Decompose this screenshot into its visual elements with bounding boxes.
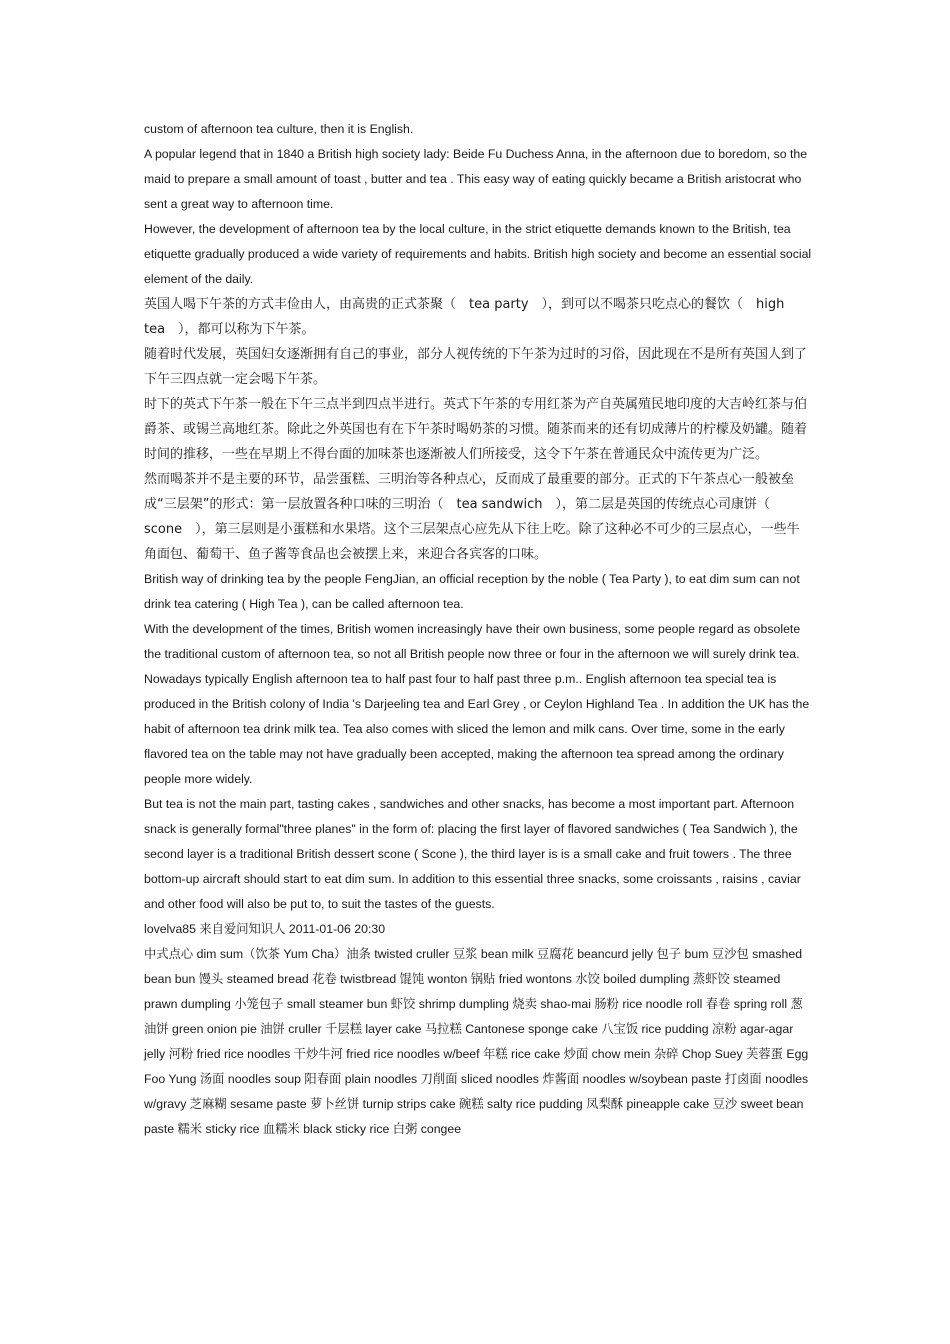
paragraph-nowadays: Nowadays typically English afternoon tea to half past four to half past three p.m.. English afternoon tea special tea is produced in the British colony of India 's Darjeeling tea and Earl Grey , or Ceylon Highland Tea . In addition the UK has the habit of afternoon tea drink milk tea. Tea also comes with sliced the lemon and milk cans. Over time, some in the early flavored tea on the table may not have gradually been accepted, making the afternoon tea spread among the ordinary people more widely. (144, 672, 810, 786)
paragraph-main-part: But tea is not the main part, tasting cakes , sandwiches and other snacks, has become a most important part. Afternoon snack is generally formal"three planes" in the form of: placing the first layer of flavored sandwiches ( Tea Sandwich ), the second layer is a traditional British dessert scone ( Scone ), the third layer is is a small cake and fruit towers . The three bottom-up aircraft should start to eat dim sum. In addition to this essential three snacks, some croissants , raisins , caviar and other food will also be put to, to suit the tastes of the guests. (144, 797, 801, 911)
paragraph-cn-tea-party: 英国人喝下午茶的方式丰俭由人，由高贵的正式茶聚（ tea party ），到可以不喝茶只吃点心的餐饮（ high tea ），都可以称为下午茶。 (144, 297, 785, 337)
document-body (144, 117, 812, 1142)
author-line: lovelva85 来自爱问知识人 2011-01-06 20:30 (144, 922, 386, 936)
paragraph-cn-tea-types: 时下的英式下午茶一般在下午三点半到四点半进行。英式下午茶的专用红茶为产自英属殖民地印度的大吉岭红茶与伯爵茶、或锡兰高地红茶。除此之外英国也有在下午茶时喝奶茶的习惯。随茶而来的还有切成薄片的柠檬及奶罐。随着时间的推移，一些在早期上不得台面的加味茶也逐渐被人们所接受，这令下午茶在普通民众中流传更为广泛。 (144, 397, 808, 462)
paragraph-dim-sum-glossary: 中式点心 dim sum（饮茶 Yum Cha）油条 twisted cruller 豆浆 bean milk 豆腐花 beancurd jelly 包子 bum 豆沙包 smashed bean bun 馒头 steamed bread 花卷 twistbread 馄饨 wonton 锅贴 fried wontons 水饺 boiled dumpling 蒸虾饺 steamed prawn dumpling 小笼包子 small steamer bun 虾饺 shrimp dumpling 烧卖 shao-mai 肠粉 rice noodle roll 春卷 spring roll 葱油饼 green onion pie 油饼 cruller 千层糕 layer cake 马拉糕 Cantonese sponge cake 八宝饭 rice pudding 凉粉 agar-agar jelly 河粉 fried rice noodles 干炒牛河 fried rice noodles w/beef 年糕 rice cake 炒面 chow mein 杂碎 Chop Suey 芙蓉蛋 Egg Foo Yung 汤面 noodles soup 阳春面 plain noodles 刀削面 sliced noodles 炸酱面 noodles w/soybean paste 打卤面 noodles w/gravy 芝麻糊 sesame paste 萝卜丝饼 turnip strips cake 碗糕 salty rice pudding 凤梨酥 pineapple cake 豆沙 sweet bean paste 糯米 sticky rice 血糯米 black sticky rice 白粥 congee (144, 947, 809, 1136)
paragraph-legend-1840: A popular legend that in 1840 a British high society lady: Beide Fu Duchess Anna, in the afternoon due to boredom, so the maid to prepare a small amount of toast , butter and tea . This easy way of eating quickly became a British aristocrat who sent a great way to afternoon time. (144, 147, 808, 211)
paragraph-cn-three-tiers: 然而喝茶并不是主要的环节，品尝蛋糕、三明治等各种点心，反而成了最重要的部分。正式的下午茶点心一般被垒成“三层架”的形式：第一层放置各种口味的三明治（ tea sandwich ），第二层是英国的传统点心司康饼（ scone ），第三层则是小蛋糕和水果塔。这个三层架点心应先从下往上吃。除了这种必不可少的三层点心，一些牛角面包、葡萄干、鱼子酱等食品也会被摆上来，来迎合各宾客的口味。 (144, 472, 800, 562)
paragraph-etiquette: However, the development of afternoon tea by the local culture, in the strict etiquette demands known to the British, tea etiquette gradually produced a wide variety of requirements and habits. British high society and become an essential social element of the daily. (144, 222, 812, 286)
paragraph-times-development: With the development of the times, British women increasingly have their own business, some people regard as obsolete the traditional custom of afternoon tea, so not all British people now three or four in the afternoon we will surely drink tea. (144, 622, 801, 661)
paragraph-custom-english: custom of afternoon tea culture, then it is English. (144, 122, 414, 136)
paragraph-british-way: British way of drinking tea by the people FengJian, an official reception by the noble ( Tea Party ), to eat dim sum can not drink tea catering ( High Tea ), can be called afternoon tea. (144, 572, 800, 611)
paragraph-cn-development: 随着时代发展，英国妇女逐渐拥有自己的事业，部分人视传统的下午茶为过时的习俗，因此现在不是所有英国人到了下午三四点就一定会喝下午茶。 (144, 347, 808, 387)
